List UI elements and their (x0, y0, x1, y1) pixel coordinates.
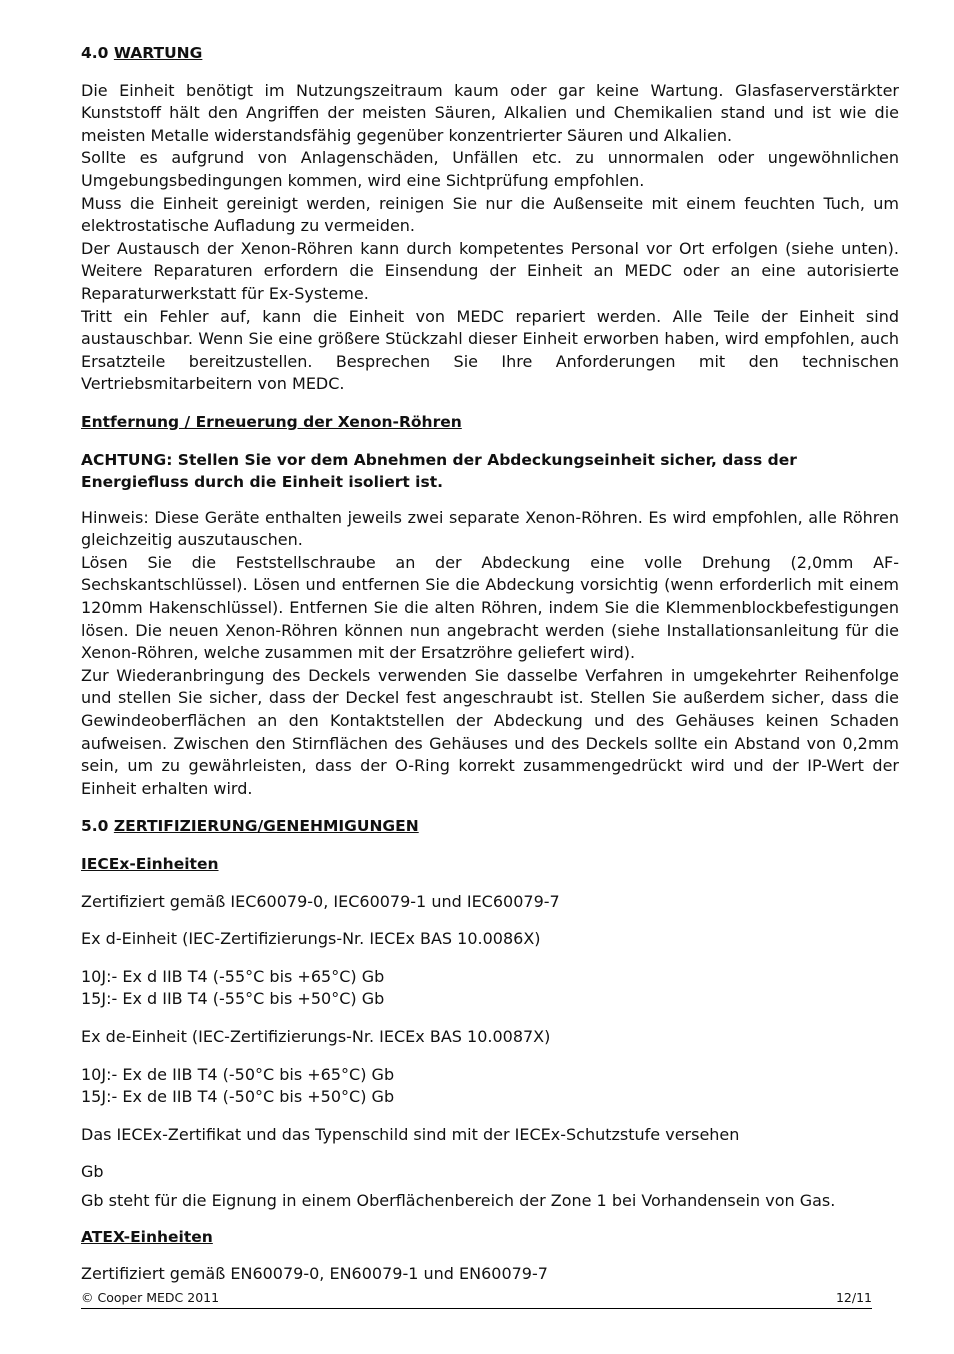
maintenance-paragraph-1: Die Einheit benötigt im Nutzungszeitraum kaum oder gar keine Wartung. Glasfaserverstärkter Kunststoff hält den Angriffen der meisten Säuren, Alkalien und Chemikalien stand und ist wie die meisten Metalle widerstandsfähig gegenüber konzentrierter Säuren und Alkalien. (81, 80, 899, 145)
footer-page-number: 12/11 (835, 1290, 872, 1305)
maintenance-paragraph-2: Sollte es aufgrund von Anlagenschäden, Unfällen etc. zu unnormalen oder ungewöhnlichen Umgebungsbedingungen kommen, wird eine Sichtprüfung empfohlen. (81, 148, 899, 190)
iecex-plate-note: Das IECEx-Zertifikat und das Typenschild sind mit der IECEx-Schutzstufe versehen (81, 1124, 740, 1144)
maintenance-paragraph-4: Der Austausch der Xenon-Röhren kann durch kompetentes Personal vor Ort erfolgen (siehe unten). Weitere Reparaturen erfordern die Einsendung der Einheit an MEDC oder an eine autorisierte Reparaturwerkstatt für Ex-Systeme. (81, 238, 899, 303)
iecex-gb-description: Gb steht für die Eignung in einem Oberflächenbereich der Zone 1 bei Vorhandensein von Gas. (81, 1190, 836, 1210)
section-5-heading (81, 815, 899, 838)
section-4-title: WARTUNG (113, 44, 203, 62)
iecex-exd-15j: 15J:- Ex d IIB T4 (-55°C bis +50°C) Gb (81, 989, 385, 1009)
removal-heading: Entfernung / Erneuerung der Xenon-Röhren (81, 412, 462, 431)
removal-paragraph-3: Zur Wiederanbringung des Deckels verwenden Sie dasselbe Verfahren in umgekehrter Reihenfolge und stellen Sie sicher, dass der Deckel fest angeschraubt ist. Stellen Sie außerdem sicher, dass die Gewindeoberflächen an den Kontaktstellen der Abdeckung und des Gehäuses keinen Schaden aufweisen. Zwischen den Stirnflächen des Gehäuses und des Deckels sollte ein Abstand von 0,2mm sein, um zu gewährleisten, dass der O-Ring korrekt zusammengedrückt wird und der IP-Wert der Einheit erhalten wird. (81, 665, 899, 798)
iecex-gb: Gb (81, 1162, 104, 1182)
iecex-exde-unit: Ex de-Einheit (IEC-Zertifizierungs-Nr. IECEx BAS 10.0087X) (81, 1026, 551, 1046)
footer-copyright: © Cooper MEDC 2011 (81, 1290, 220, 1305)
iecex-certification: Zertifiziert gemäß IEC60079-0, IEC60079-1 und IEC60079-7 (81, 891, 560, 911)
atex-certification: Zertifiziert gemäß EN60079-0, EN60079-1 und EN60079-7 (81, 1264, 548, 1284)
removal-warning: ACHTUNG: Stellen Sie vor dem Abnehmen der Abdeckungseinheit sicher, dass der Energiefluss durch die Einheit isoliert ist. (81, 450, 797, 492)
maintenance-paragraph-5: Tritt ein Fehler auf, kann die Einheit von MEDC repariert werden. Alle Teile der Einheit sind austauschbar. Wenn Sie eine größere Stückzahl dieser Einheit erworben haben, wird empfohlen, auch Ersatzteile bereitzustellen. Besprechen Sie Ihre Anforderungen mit den technischen Vertriebsmitarbeitern von MEDC. (81, 306, 899, 394)
iecex-exde-15j: 15J:- Ex de IIB T4 (-50°C bis +50°C) Gb (81, 1087, 395, 1107)
section-5-number: 5.0 (81, 817, 109, 836)
removal-paragraph-2: Lösen Sie die Feststellschraube an der Abdeckung eine volle Drehung (2,0mm AF-Sechskantschlüssel). Lösen und entfernen Sie die Abdeckung vorsichtig (wenn erforderlich mit einem 120mm Hakenschlüssel). Entfernen Sie die alten Röhren, indem Sie die Klemmenblockbefestigungen lösen. Die neuen Xenon-Röhren können nun angebracht werden (siehe Installationsanleitung für die Xenon-Röhren, welche zusammen mit der Ersatzröhre geliefert wird). (81, 552, 899, 663)
removal-paragraph-1: Hinweis: Diese Geräte enthalten jeweils zwei separate Xenon-Röhren. Es wird empfohlen, alle Röhren gleichzeitig auszutauschen. (81, 507, 899, 550)
section-5-title: ZERTIFIZIERUNG/GENEHMIGUNGEN (113, 817, 419, 836)
section-4-heading (81, 42, 899, 65)
section-4-number: 4.0 (81, 44, 109, 62)
atex-heading: ATEX-Einheiten (81, 1227, 213, 1246)
iecex-exde-10j: 10J:- Ex de IIB T4 (-50°C bis +65°C) Gb (81, 1064, 395, 1084)
document-page (81, 42, 899, 1286)
page-footer (81, 1290, 872, 1309)
iecex-exd-unit: Ex d-Einheit (IEC-Zertifizierungs-Nr. IECEx BAS 10.0086X) (81, 929, 541, 949)
iecex-exd-10j: 10J:- Ex d IIB T4 (-55°C bis +65°C) Gb (81, 966, 385, 986)
iecex-heading: IECEx-Einheiten (81, 855, 219, 873)
maintenance-paragraph-3: Muss die Einheit gereinigt werden, reinigen Sie nur die Außenseite mit einem feuchten Tuch, um elektrostatische Aufladung zu vermeiden. (81, 193, 899, 236)
